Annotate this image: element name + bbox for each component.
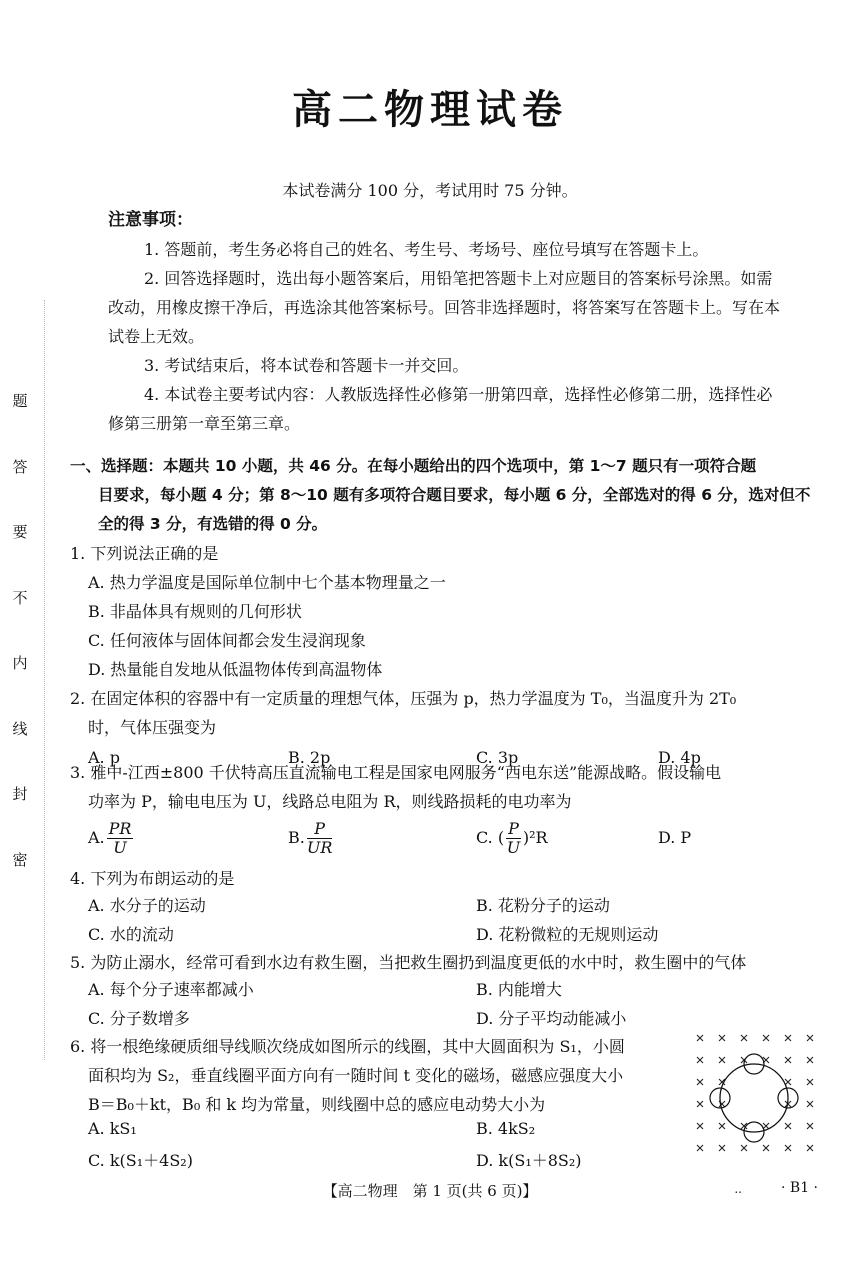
margin-char: 要 xyxy=(12,523,28,542)
question-stem: 6. 将一根绝缘硬质细导线顺次绕成如图所示的线圈，其中大圆面积为 S₁，小圆 xyxy=(70,1037,625,1056)
section-heading-line1: 一、选择题：本题共 10 小题，共 46 分。在每小题给出的四个选项中，第 1～7 题只有一项符合题 xyxy=(70,457,757,475)
field-cross xyxy=(719,1123,725,1129)
notice-heading: 注意事项： xyxy=(108,210,193,230)
binding-margin-text xyxy=(8,390,32,870)
field-cross xyxy=(741,1035,747,1041)
field-cross xyxy=(807,1123,813,1129)
question-stem-cont: 时，气体压强变为 xyxy=(88,718,217,737)
option-a: A. 每个分子速率都减小 xyxy=(88,980,254,999)
option-c: C. k(S₁＋4S₂) xyxy=(88,1151,193,1170)
question-stem: 3. 雅中-江西±800 千伏特高压直流输电工程是国家电网服务“西电东送”能源战略。假设输电 xyxy=(70,763,722,782)
question-stem: 4. 下列为布朗运动的是 xyxy=(70,869,235,888)
field-cross xyxy=(697,1057,703,1063)
notice-item: 4. 本试卷主要考试内容：人教版选择性必修第一册第四章，选择性必修第二册，选择性必修第三册第一章至第三章。 xyxy=(108,385,773,433)
field-cross xyxy=(741,1145,747,1151)
question-stem: 5. 为防止溺水，经常可看到水边有救生圈，当把救生圈扔到温度更低的水中时，救生圈中的气体 xyxy=(70,953,747,972)
numerator: PR xyxy=(108,819,132,838)
question-5 xyxy=(70,948,820,977)
margin-char: 密 xyxy=(12,850,28,869)
field-cross xyxy=(785,1145,791,1151)
exam-meta: 本试卷满分 100 分，考试用时 75 分钟。 xyxy=(282,181,578,200)
field-cross xyxy=(763,1035,769,1041)
section-heading xyxy=(70,452,820,539)
option-d: D. P xyxy=(658,828,692,847)
option-a: A. 水分子的运动 xyxy=(88,896,206,915)
field-cross xyxy=(785,1123,791,1129)
question-4 xyxy=(70,864,820,893)
option-d: D. 花粉微粒的无规则运动 xyxy=(476,925,659,944)
option-b xyxy=(288,820,334,857)
notice-block xyxy=(108,206,788,438)
margin-char: 线 xyxy=(12,719,28,738)
option-b: B. 2p xyxy=(288,748,331,767)
option-c: C. 分子数增多 xyxy=(88,1009,190,1028)
footer-dots: .. xyxy=(734,1182,742,1196)
question-1 xyxy=(70,539,820,684)
question-stem: 2. 在固定体积的容器中有一定质量的理想气体，压强为 p，热力学温度为 T₀，当温度升为 2T₀ xyxy=(70,689,737,708)
option-d: D. 热量能自发地从低温物体传到高温物体 xyxy=(88,660,383,679)
option-b: B. 4kS₂ xyxy=(476,1119,536,1138)
field-cross xyxy=(763,1123,769,1129)
option-d: D. 分子平均动能减小 xyxy=(476,1009,627,1028)
margin-char: 答 xyxy=(12,457,28,476)
option-d: D. k(S₁＋8S₂) xyxy=(476,1151,582,1170)
field-cross xyxy=(697,1035,703,1041)
fraction xyxy=(506,820,521,857)
option-label: C. ( xyxy=(476,828,505,847)
question-stem: 1. 下列说法正确的是 xyxy=(70,544,219,563)
question-stem-cont: 面积均为 S₂，垂直线圈平面方向有一随时间 t 变化的磁场，磁感应强度大小 xyxy=(88,1066,624,1085)
notice-item: 2. 回答选择题时，选出每小题答案后，用铅笔把答题卡上对应题目的答案标号涂黑。如需改动，用橡皮擦干净后，再选涂其他答案标号。回答非选择题时，将答案写在答题卡上。写在本试卷上无效。 xyxy=(108,269,781,346)
option-c: C. 3p xyxy=(476,748,519,767)
option-b: B. 内能增大 xyxy=(476,980,562,999)
fraction xyxy=(107,820,134,857)
margin-char: 题 xyxy=(12,392,28,410)
coil-figure xyxy=(692,1030,822,1160)
margin-char: 封 xyxy=(12,785,28,804)
question-3 xyxy=(70,758,820,816)
option-a: A. p xyxy=(88,748,120,767)
field-cross xyxy=(697,1079,703,1085)
option-a xyxy=(88,820,135,857)
question-6 xyxy=(70,1032,690,1119)
question-stem-cont: 功率为 P，输电电压为 U，线路总电阻为 R，则线路损耗的电功率为 xyxy=(88,792,572,811)
margin-char: 内 xyxy=(12,654,28,673)
question-2 xyxy=(70,684,820,742)
field-cross xyxy=(785,1079,791,1085)
field-cross xyxy=(697,1145,703,1151)
field-cross xyxy=(807,1035,813,1041)
field-cross xyxy=(697,1101,703,1107)
notice-item: 3. 考试结束后，将本试卷和答题卡一并交回。 xyxy=(144,356,469,375)
field-cross xyxy=(719,1057,725,1063)
field-cross xyxy=(785,1057,791,1063)
binding-line xyxy=(44,300,45,1060)
field-cross xyxy=(719,1035,725,1041)
field-cross xyxy=(807,1057,813,1063)
field-cross xyxy=(807,1079,813,1085)
option-tail: )²R xyxy=(522,828,548,847)
option-b: B. 非晶体具有规则的几何形状 xyxy=(88,602,302,621)
field-cross xyxy=(807,1145,813,1151)
option-b: B. 花粉分子的运动 xyxy=(476,896,610,915)
option-a: A. kS₁ xyxy=(88,1119,137,1138)
field-cross xyxy=(697,1123,703,1129)
option-c: C. 水的流动 xyxy=(88,925,174,944)
page-code: · B1 · xyxy=(781,1180,818,1196)
exam-title: 高二物理试卷 xyxy=(292,87,568,133)
denominator: UR xyxy=(306,838,333,857)
option-a: A. 热力学温度是国际单位制中七个基本物理量之一 xyxy=(88,573,446,592)
option-d: D. 4p xyxy=(658,748,701,767)
fraction xyxy=(307,820,333,857)
small-loops xyxy=(710,1054,798,1142)
field-cross xyxy=(763,1145,769,1151)
option-c xyxy=(476,820,548,857)
option-label: B. xyxy=(288,828,305,847)
section-heading-body: 目要求，每小题 4 分；第 8～10 题有多项符合题目要求，每小题 6 分，全部选对的得 6 分，选对但不全的得 3 分，有选错的得 0 分。 xyxy=(98,486,811,533)
notice-item: 1. 答题前，考生务必将自己的姓名、考生号、考场号、座位号填写在答题卡上。 xyxy=(144,240,709,259)
numerator: P xyxy=(508,819,519,838)
margin-char: 不 xyxy=(12,588,28,607)
page-footer: 【高二物理 第 1 页(共 6 页)】 xyxy=(322,1182,538,1200)
option-c: C. 任何液体与固体间都会发生浸润现象 xyxy=(88,631,366,650)
denominator: U xyxy=(113,838,127,857)
magnetic-field-crosses xyxy=(697,1035,813,1151)
field-cross xyxy=(807,1101,813,1107)
option-label: A. xyxy=(88,828,105,847)
numerator: P xyxy=(307,820,333,839)
question-stem-cont: B＝B₀＋kt，B₀ 和 k 均为常量，则线圈中总的感应电动势大小为 xyxy=(88,1095,546,1114)
denominator: U xyxy=(506,838,521,857)
field-cross xyxy=(785,1035,791,1041)
field-cross xyxy=(719,1145,725,1151)
